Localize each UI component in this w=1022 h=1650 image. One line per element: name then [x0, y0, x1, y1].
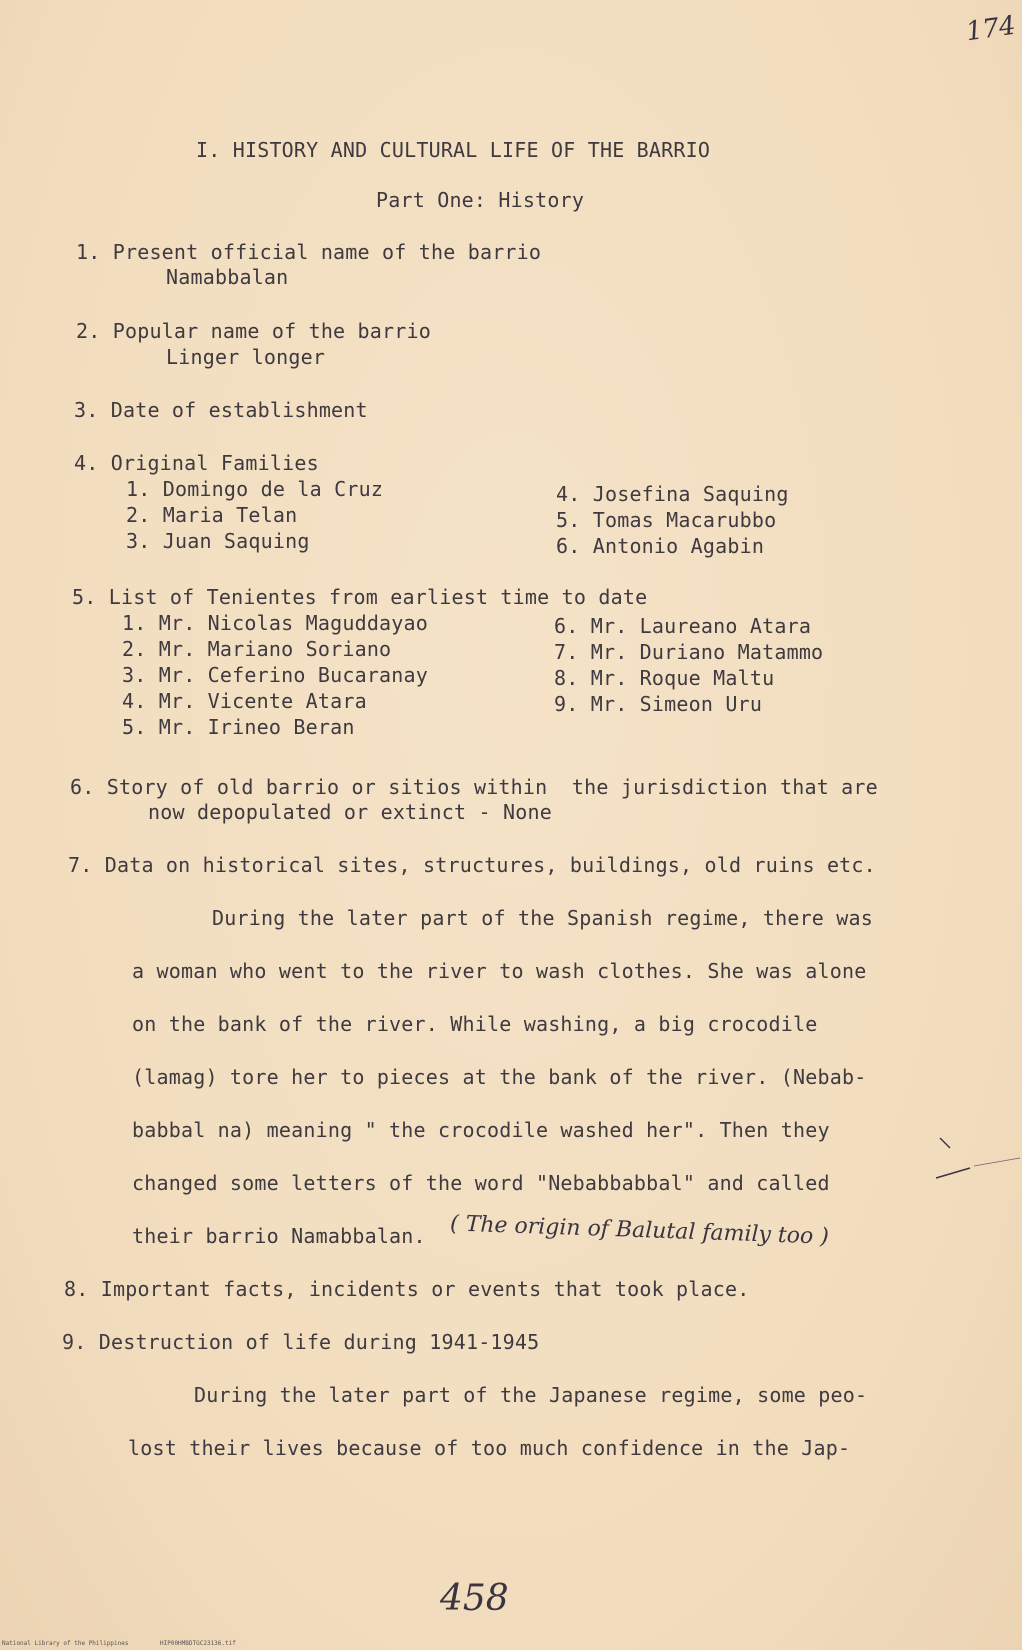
teniente-6: 6. Mr. Laureano Atara	[554, 614, 812, 638]
item-1-question: 1. Present official name of the barrio	[76, 240, 542, 264]
item-7-para-line-5: babbal na) meaning " the crocodile washed her". Then they	[132, 1118, 830, 1142]
item-9-para-line-1: During the later part of the Japanese regime, some peo-	[194, 1383, 868, 1407]
item-9-question: 9. Destruction of life during 1941-1945	[62, 1330, 540, 1354]
item-9-para-line-2: lost their lives because of too much confidence in the Jap-	[128, 1436, 851, 1460]
footer-file-name: HIP00HMBDTGC23136.tif	[160, 1640, 236, 1647]
family-4: 4. Josefina Saquing	[556, 482, 789, 506]
family-2: 2. Maria Telan	[126, 503, 298, 527]
teniente-3: 3. Mr. Ceferino Bucaranay	[122, 663, 429, 687]
item-7-para-line-4: (lamag) tore her to pieces at the bank of the river. (Nebab-	[132, 1065, 867, 1089]
handwritten-annotation: ( The origin of Balutal family too )	[449, 1211, 830, 1250]
family-3: 3. Juan Saquing	[126, 529, 310, 553]
item-7-para-line-6: changed some letters of the word "Nebabbabbal" and called	[132, 1171, 830, 1195]
teniente-1: 1. Mr. Nicolas Maguddayao	[122, 611, 429, 635]
family-5: 5. Tomas Macarubbo	[556, 508, 777, 532]
item-1-answer: Namabbalan	[166, 265, 289, 289]
item-2-question: 2. Popular name of the barrio	[76, 319, 431, 343]
item-7-para-line-7: their barrio Namabbalan.	[132, 1224, 426, 1248]
item-6-line-1: 6. Story of old barrio or sitios within the jurisdiction that are	[70, 775, 878, 799]
document-title: I. HISTORY AND CULTURAL LIFE OF THE BARRIO	[196, 138, 711, 162]
item-7-para-line-2: a woman who went to the river to wash clothes. She was alone	[132, 959, 867, 983]
item-6-line-2: now depopulated or extinct - None	[148, 800, 552, 824]
teniente-9: 9. Mr. Simeon Uru	[554, 692, 763, 716]
document-subtitle: Part One: History	[376, 188, 585, 212]
handwritten-page-number: 174	[964, 10, 1018, 48]
teniente-4: 4. Mr. Vicente Atara	[122, 689, 367, 713]
handwritten-bottom-number: 458	[440, 1578, 509, 1619]
teniente-2: 2. Mr. Mariano Soriano	[122, 637, 392, 661]
footer-archive-label: National Library of the Philippines	[2, 1640, 129, 1647]
item-3-question: 3. Date of establishment	[74, 398, 368, 422]
family-6: 6. Antonio Agabin	[556, 534, 765, 558]
teniente-5: 5. Mr. Irineo Beran	[122, 715, 355, 739]
margin-pen-mark	[930, 1130, 1022, 1190]
item-5-question: 5. List of Tenientes from earliest time to date	[72, 585, 648, 609]
item-7-para-line-3: on the bank of the river. While washing, a big crocodile	[132, 1012, 818, 1036]
teniente-8: 8. Mr. Roque Maltu	[554, 666, 775, 690]
teniente-7: 7. Mr. Duriano Matammo	[554, 640, 824, 664]
item-7-para-line-1: During the later part of the Spanish regime, there was	[212, 906, 874, 930]
item-2-answer: Linger longer	[166, 345, 326, 369]
item-7-question: 7. Data on historical sites, structures, buildings, old ruins etc.	[68, 853, 876, 877]
item-8-question: 8. Important facts, incidents or events that took place.	[64, 1277, 750, 1301]
item-4-question: 4. Original Families	[74, 451, 319, 475]
family-1: 1. Domingo de la Cruz	[126, 477, 384, 501]
